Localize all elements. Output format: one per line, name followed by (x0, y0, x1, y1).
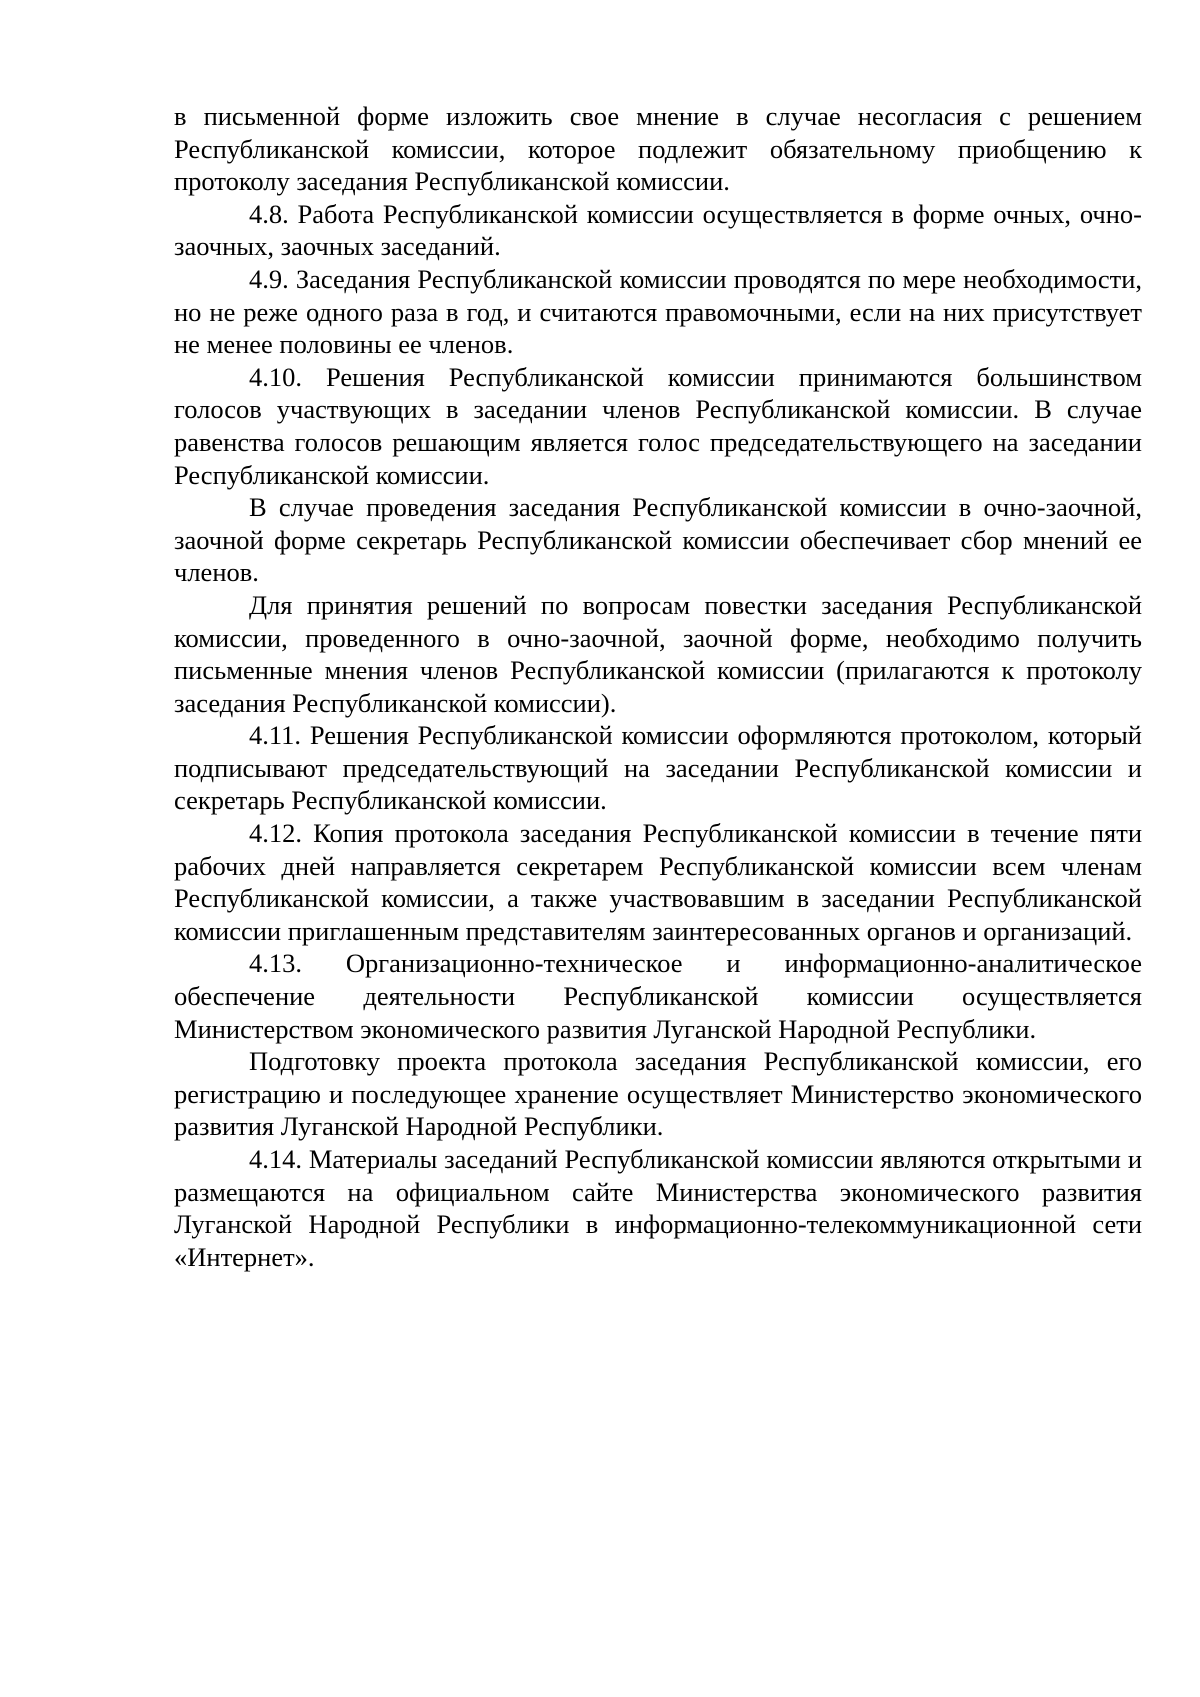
document-body (174, 100, 1142, 1273)
paragraph-4-10-remote-meeting: В случае проведения заседания Республиканской комиссии в очно-заочной, заочной форме секретарь Республиканской комиссии обеспечивает сбор мнений ее членов. (174, 492, 1142, 588)
paragraph-4-13: 4.13. Организационно-техническое и информационно-аналитическое обеспечение деятельности Республиканской комиссии осуществляется Министерством экономического развития Луганской Народной Республики. (174, 948, 1142, 1044)
paragraph-4-14: 4.14. Материалы заседаний Республиканской комиссии являются открытыми и размещаются на официальном сайте Министерства экономического развития Луганской Народной Республики в информационно-телекоммуникационной сети «Интернет». (174, 1144, 1142, 1272)
paragraph-4-12: 4.12. Копия протокола заседания Республиканской комиссии в течение пяти рабочих дней направляется секретарем Республиканской комиссии всем членам Республиканской комиссии, а также участвовавшим в заседании Республиканской комиссии приглашенным представителям заинтересованных органов и организаций. (174, 818, 1142, 946)
paragraph-4-10-written-opinions: Для принятия решений по вопросам повестки заседания Республиканской комиссии, проведенного в очно-заочной, заочной форме, необходимо получить письменные мнения членов Республиканской комиссии (прилагаются к протоколу заседания Республиканской комиссии). (174, 589, 1142, 718)
paragraph-4-8: 4.8. Работа Республиканской комиссии осуществляется в форме очных, очно-заочных, заочных заседаний. (174, 198, 1142, 262)
paragraph-4-11: 4.11. Решения Республиканской комиссии оформляются протоколом, который подписывают председательствующий на заседании Республиканской комиссии и секретарь Республиканской комиссии. (174, 720, 1142, 816)
paragraph-4-10: 4.10. Решения Республиканской комиссии принимаются большинством голосов участвующих в заседании членов Республиканской комиссии. В случае равенства голосов решающим является голос председательствующего на заседании Республиканской комиссии. (174, 361, 1142, 490)
paragraph-continuation: в письменной форме изложить свое мнение в случае несогласия с решением Республиканской комиссии, которое подлежит обязательному приобщению к протоколу заседания Республиканской комиссии. (174, 101, 1142, 197)
paragraph-4-9: 4.9. Заседания Республиканской комиссии проводятся по мере необходимости, но не реже одного раза в год, и считаются правомочными, если на них присутствует не менее половины ее членов. (174, 263, 1142, 360)
paragraph-4-13-protocol-preparation: Подготовку проекта протокола заседания Республиканской комиссии, его регистрацию и последующее хранение осуществляет Министерство экономического развития Луганской Народной Республики. (174, 1046, 1142, 1142)
